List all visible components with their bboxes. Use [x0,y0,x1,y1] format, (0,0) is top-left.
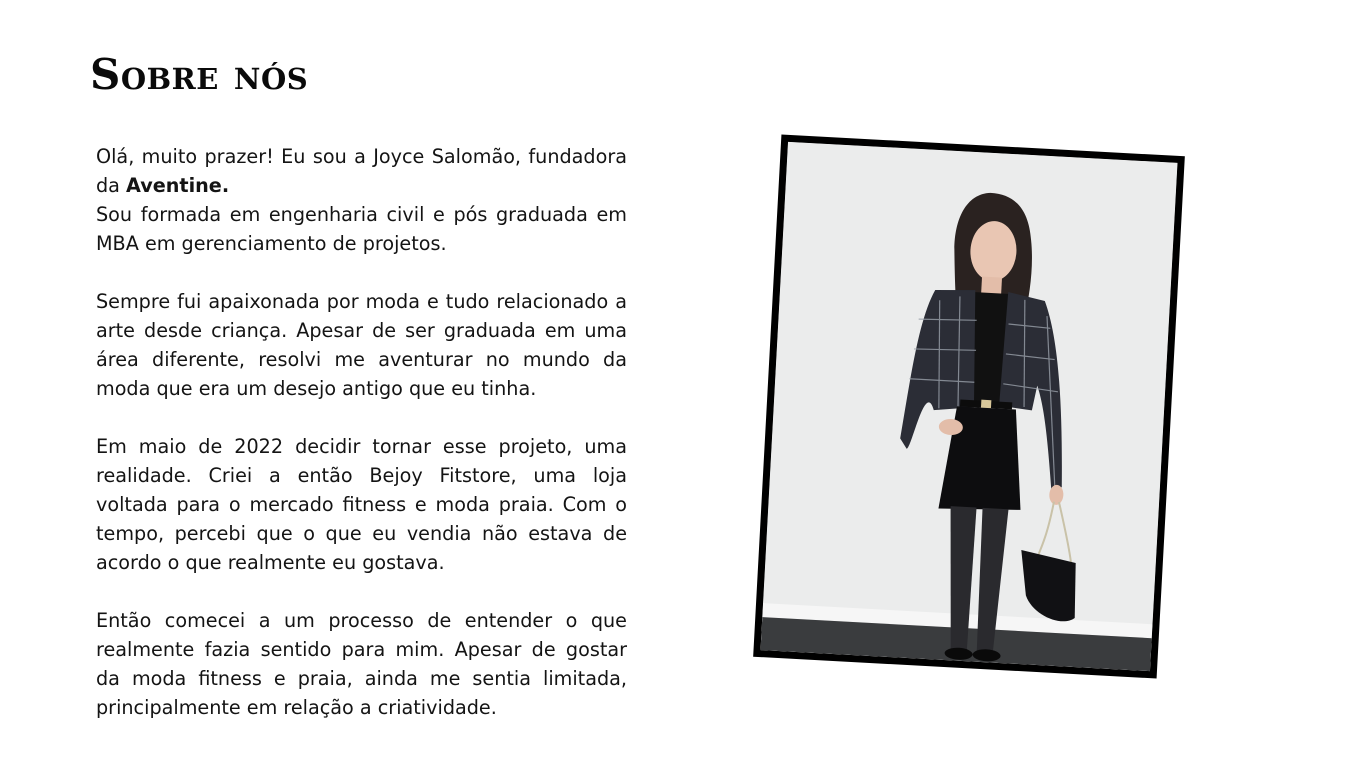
education-text: Sou formada em engenharia civil e pós graduada em MBA em gerenciamento de projetos. [96,203,627,255]
paragraph-intro [96,142,627,258]
founder-photo [753,134,1185,678]
founder-portrait-photo [761,142,1178,671]
paragraph-change: Então comecei a um processo de entender o que realmente fazia sentido para mim. Apesar de gostar da moda fitness e praia, ainda me sentia limitada, principalmente em relação a criatividade. [96,609,627,719]
intro-text: Olá, muito prazer! Eu sou a Joyce Salomão, fundadora da [96,145,627,197]
about-text [96,142,627,722]
paragraph-passion: Sempre fui apaixonada por moda e tudo relacionado a arte desde criança. Apesar de ser graduada em uma área diferente, resolvi me aventurar no mundo da moda que era um desejo antigo que eu tinha. [96,290,627,400]
page-title: Sobre nós [90,50,309,99]
paragraph-first-store: Em maio de 2022 decidir tornar esse projeto, uma realidade. Criei a então Bejoy Fitstore, uma loja voltada para o mercado fitness e moda praia. Com o tempo, percebi que o que eu vendia não estava de acordo o que realmente eu gostava. [96,435,627,574]
brand-name: Aventine. [126,174,230,197]
